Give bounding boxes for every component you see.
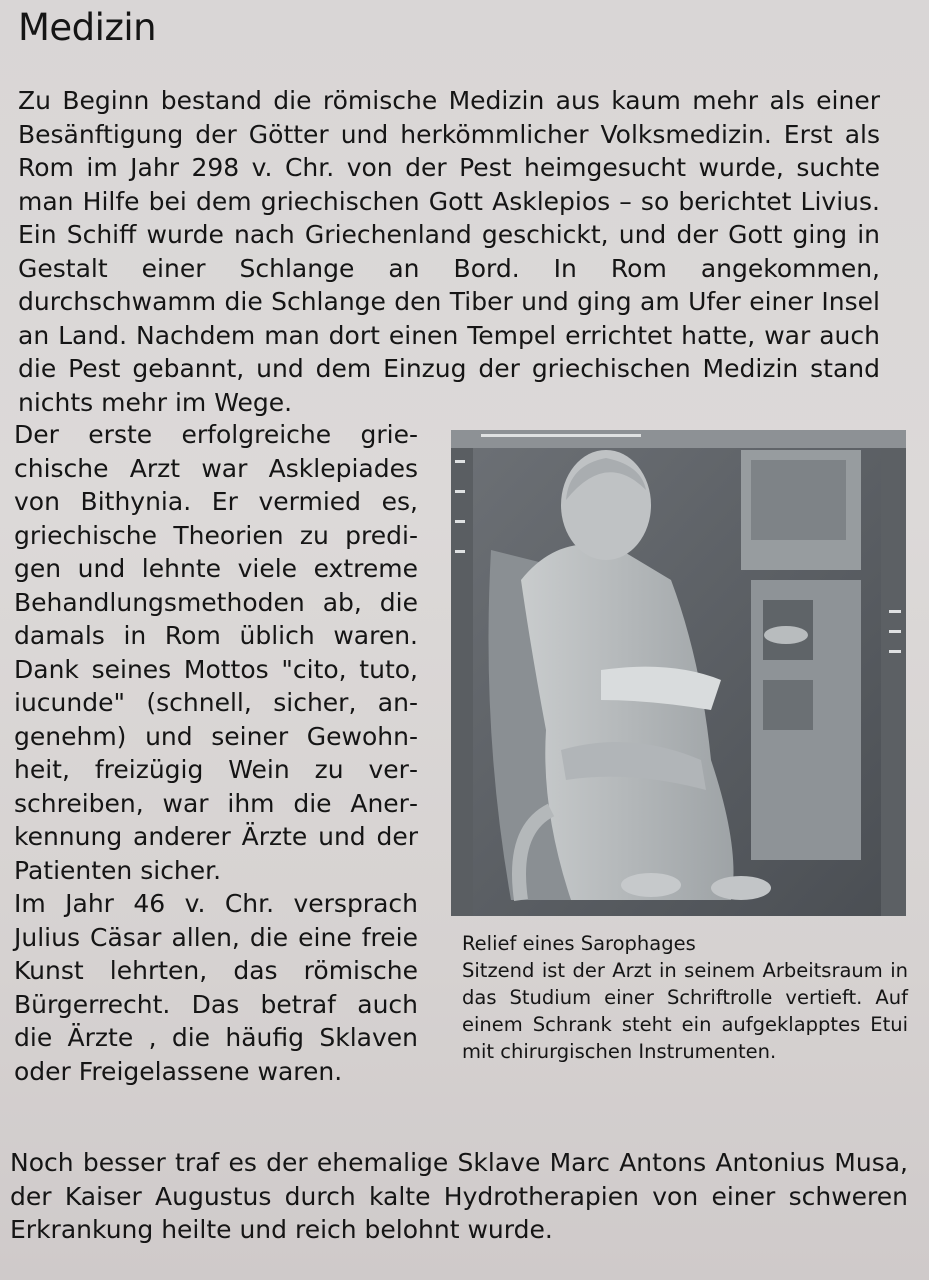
image-caption <box>462 930 908 1065</box>
caption-title: Relief eines Sarophages <box>462 932 696 955</box>
left-column <box>14 418 418 1088</box>
intro-paragraph: Zu Beginn bestand die römische Medizin aus kaum mehr als einer Besänftigung der Götter und herkömmlicher Volksmedizin. Erst als Rom im Jahr 298 v. Chr. von der Pest heimgesucht wurde, suchte man Hilfe bei dem griechischen Gott Asklepios – so berichtet Livius. Ein Schiff wurde nach Griechenland geschickt, und der Gott ging in Gestalt einer Schlange an Bord. In Rom angekommen, durchschwamm die Schlange den Tiber und ging am Ufer einer Insel an Land. Nachdem man dort einen Tempel errichtet hatte, war auch die Pest gebannt, und dem Einzug der griechischen Medizin stand nichts mehr im Wege. <box>18 86 880 417</box>
sarcophagus-relief-image <box>451 430 906 916</box>
outro-paragraph: Noch besser traf es der ehemalige Sklave Marc Antons Antonius Musa, der Kaiser Augustus durch kalte Hydrotherapien von einer schweren Erkrankung heilte und reich belohnt wurde. <box>10 1148 908 1244</box>
caesar-paragraph: Im Jahr 46 v. Chr. versprach Julius Cäsar allen, die eine freie Kunst lehrten, das römische Bürgerrecht. Das betraf auch die Ärzte , die häufig Sklaven oder Freigelassene waren. <box>14 889 418 1086</box>
asklepiades-paragraph: Der erste erfolgreiche griechische Arzt war Asklepiades von Bithynia. Er vermied es, griechische Theorien zu predigen und lehnte viele extreme Behandlungsmethoden ab, die damals in Rom üblich waren. Dank seines Mottos "cito, tuto, iucunde" (schnell, sicher, angenehm) und seiner Gewohnheit, freizügig Wein zu verschreiben, war ihm die Anerkennung anderer Ärzte und der Patienten sicher. <box>14 420 418 885</box>
relief-illustration <box>451 430 906 916</box>
caption-text: Sitzend ist der Arzt in seinem Arbeitsraum in das Studium einer Schriftrolle vertieft. Auf einem Schrank steht ein aufgeklapptes Etui mit chirurgischen Instrumenten. <box>462 959 908 1063</box>
page-title: Medizin <box>18 6 157 49</box>
